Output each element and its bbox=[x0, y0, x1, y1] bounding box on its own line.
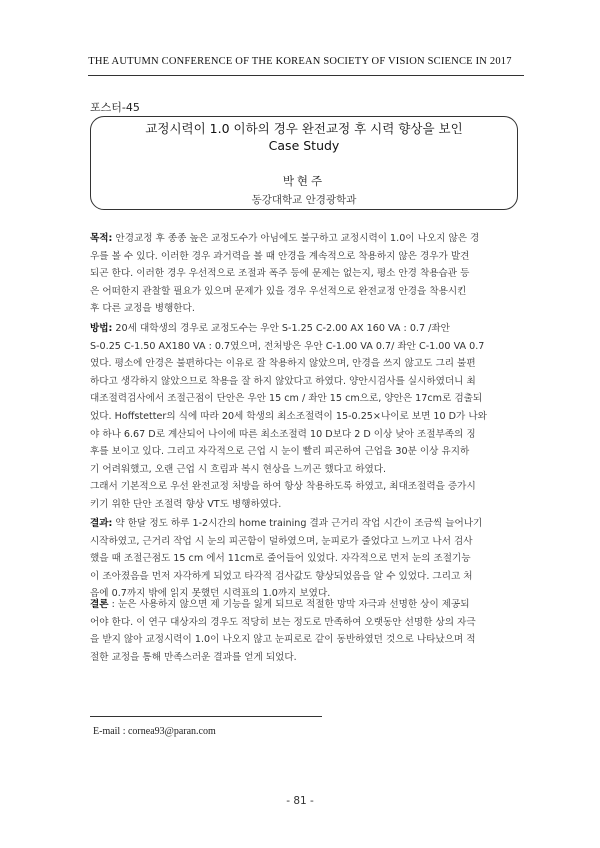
paper-title-line2: Case Study bbox=[268, 138, 340, 153]
text-line: 키기 위한 단안 조절력 향상 VT도 병행하였다. bbox=[90, 498, 282, 510]
text-line: 하다고 생각하지 않았으므로 착용을 잘 하지 않았다고 하였다. 양안시검사를 실시하였더니 최 bbox=[90, 375, 476, 387]
section-label: 목적: bbox=[90, 233, 113, 244]
paper-title-line1: 교정시력이 1.0 이하의 경우 완전교정 후 시력 향상을 보인 bbox=[145, 121, 463, 136]
author-name: 박현주 bbox=[282, 174, 326, 188]
text-line: 결과: 약 한달 정도 하루 1-2시간의 home training 결과 근거리 작업 시간이 조금씩 늘어나기 bbox=[90, 518, 483, 529]
section-label: 방법: bbox=[90, 323, 113, 334]
header-divider bbox=[88, 75, 524, 76]
results-section bbox=[90, 515, 520, 603]
text-line: 절한 교정을 통해 만족스러운 결과를 얻게 되었다. bbox=[90, 651, 297, 663]
contact-email: E-mail : cornea93@paran.com bbox=[93, 726, 216, 737]
poster-id: 포스터-45 bbox=[90, 101, 140, 114]
author-affiliation: 동강대학교 안경광학과 bbox=[251, 194, 357, 206]
conference-header: THE AUTUMN CONFERENCE OF THE KOREAN SOCIETY OF VISION SCIENCE IN 2017 bbox=[88, 56, 512, 67]
text-line: 음에 0.7까지 밖에 읽지 못했던 시력표의 1.0까지 보였다. bbox=[90, 588, 331, 600]
text-line: 했을 때 조절근점도 15 cm 에서 11cm로 줄어들어 있었다. 자각적으로 먼저 눈의 조절기능 bbox=[90, 553, 471, 565]
text-line: S-0.25 C-1.50 AX180 VA : 0.7였으며, 전처방은 우안 C-1.00 VA 0.7/ 좌안 C-1.00 VA 0.7 bbox=[90, 340, 485, 352]
text-line: 되곤 한다. 이러한 경우 우선적으로 조절과 폭주 등에 문제는 없는지, 평소 안경 착용습관 등 bbox=[90, 268, 470, 280]
title-box bbox=[90, 116, 518, 210]
text-line: 방법: 20세 대학생의 경우로 교정도수는 우안 S-1.25 C-2.00 AX 160 VA : 0.7 /좌안 bbox=[90, 323, 450, 334]
text-line: 시작하였고, 근거리 작업 시 눈의 피곤함이 덜하였으며, 눈피로가 줄었다고 느끼고 나서 검사 bbox=[90, 535, 473, 547]
text-line: 그래서 기본적으로 우선 완전교정 처방을 하여 항상 착용하도록 하였고, 최대조절력을 증가시 bbox=[90, 481, 476, 493]
text-line: 였다. 평소에 안경은 불편하다는 이유로 잘 착용하지 않았으며, 안경을 쓰지 않고도 그리 불편 bbox=[90, 358, 476, 370]
text-line: 목적: 안경교정 후 종종 높은 교정도수가 아님에도 불구하고 교정시력이 1.0이 나오지 않은 경 bbox=[90, 233, 480, 244]
page-number: - 81 - bbox=[286, 795, 314, 807]
text-line: 결론 : 눈은 사용하지 않으면 제 기능을 잃게 되므로 적절한 망막 자극과 선명한 상이 제공되 bbox=[90, 599, 470, 610]
footnote-divider bbox=[90, 716, 322, 717]
text-line: 이 조아졌음을 먼저 자각하게 되었고 타각적 검사값도 향상되었음을 알 수 있었다. 그리고 처 bbox=[90, 570, 473, 582]
text-line: 을 받지 않아 교정시력이 1.0이 나오지 않고 눈피로로 같이 동반하였던 것으로 나타났으며 적 bbox=[90, 634, 476, 646]
methods-section bbox=[90, 320, 520, 514]
text-line: 었다. Hoffstetter의 식에 따라 20세 학생의 최소조절력이 15-0.25×나이로 보면 10 D가 나와 bbox=[90, 410, 487, 422]
text-line: 은 어떠한지 관찰할 필요가 있으며 문제가 있을 경우 우선적으로 완전교정 안경을 착용시킨 bbox=[90, 285, 467, 297]
text-line: 어야 한다. 이 연구 대상자의 경우도 적당히 보는 정도로 만족하여 오랫동안 선명한 상의 자극 bbox=[90, 616, 476, 628]
text-line: 우를 볼 수 있다. 이러한 경우 과거력을 볼 때 안경을 계속적으로 착용하지 않은 경우가 발견 bbox=[90, 250, 470, 262]
text-line: 기 어려워했고, 오랜 근업 시 흐림과 복시 현상을 느끼곤 했다고 하였다. bbox=[90, 463, 387, 475]
text-line: 후를 보이고 있다. 그리고 자각적으로 근업 시 눈이 빨리 피곤하여 근업을 30분 이상 유지하 bbox=[90, 446, 470, 458]
conclusion-section bbox=[90, 596, 520, 666]
text-line: 야 하나 6.67 D로 계산되어 나이에 따른 최소조절력 10 D보다 2 D 이상 낮아 조절부족의 징 bbox=[90, 428, 476, 440]
section-label: 결과: bbox=[90, 518, 113, 529]
section-label: 결론 bbox=[90, 599, 109, 610]
text-line: 후 다른 교정을 병행한다. bbox=[90, 303, 195, 315]
purpose-section bbox=[90, 230, 520, 318]
text-line: 대조절력검사에서 조절근점이 단안은 우안 15 cm / 좌안 15 cm으로, 양안은 17cm로 검출되 bbox=[90, 393, 483, 405]
